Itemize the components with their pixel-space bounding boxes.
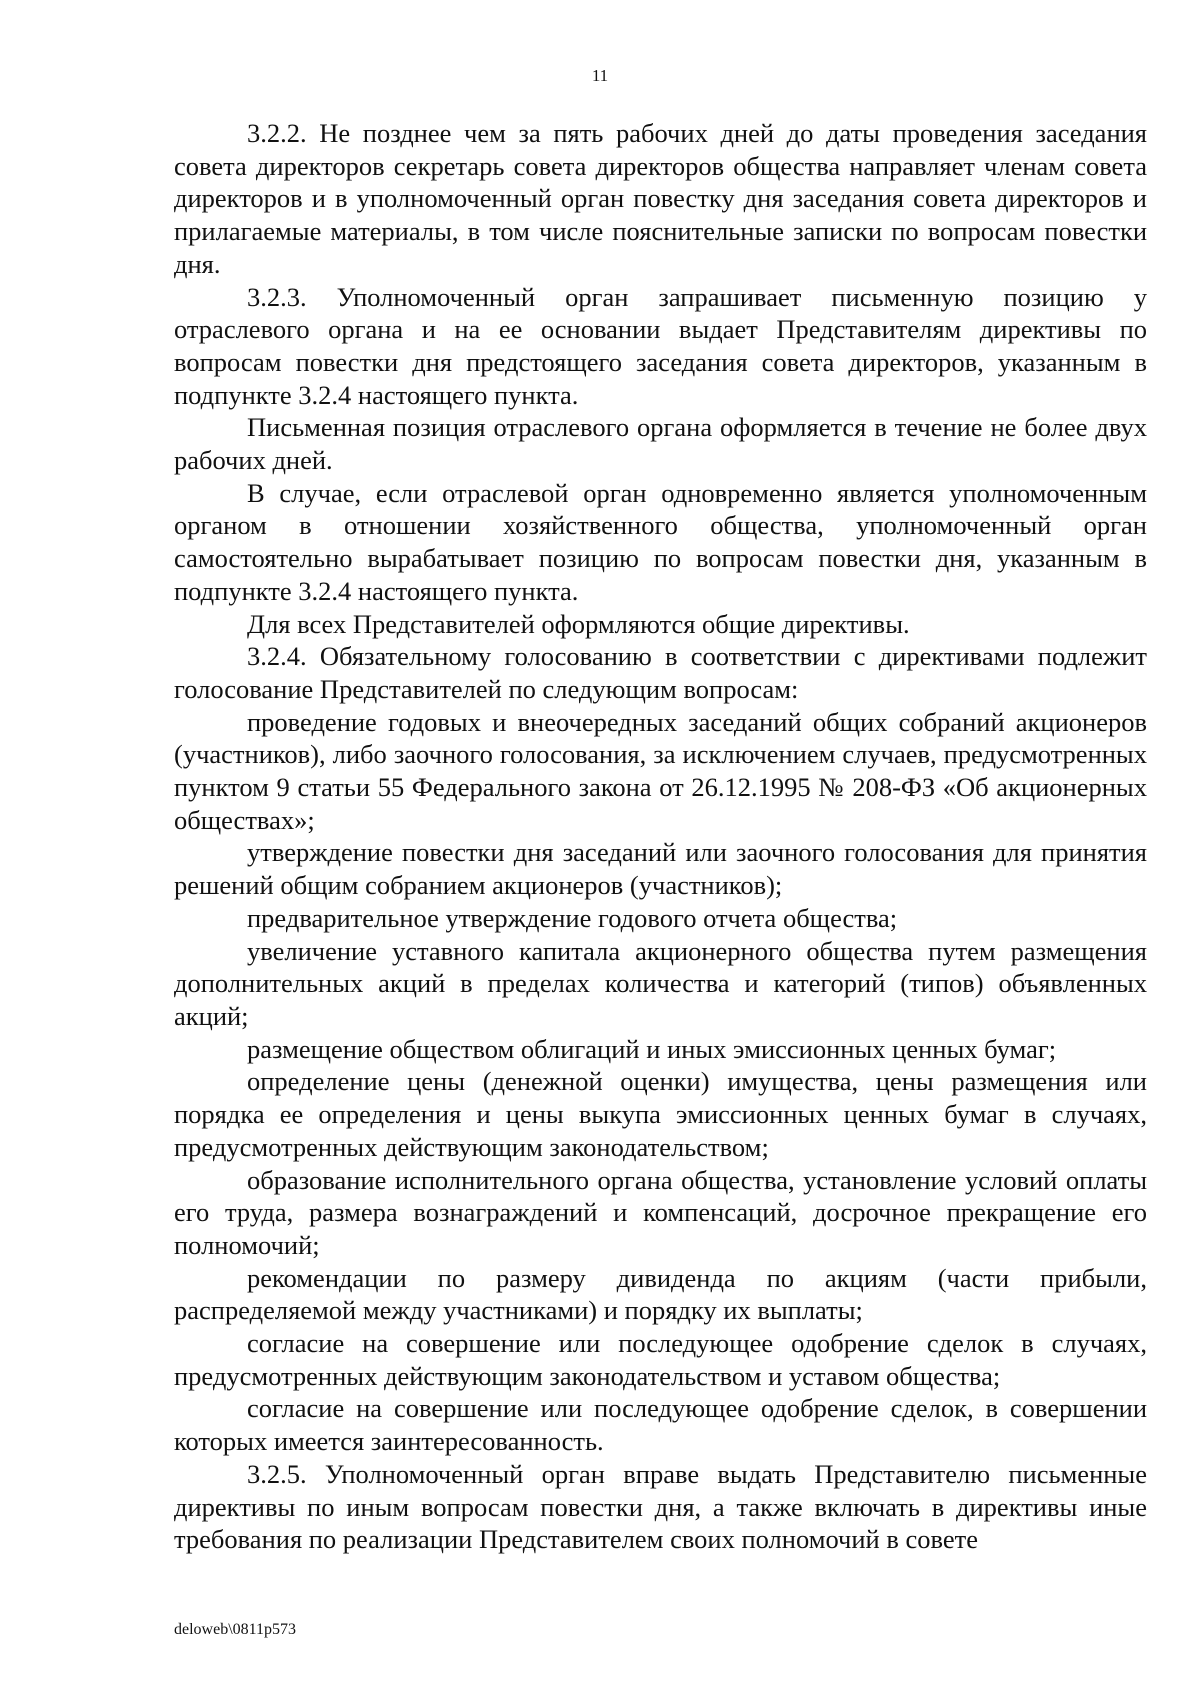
paragraph-written-position: Письменная позиция отраслевого органа оформляется в течение не более двух рабочих дней. xyxy=(174,412,1147,476)
list-item-dividends: рекомендации по размеру дивиденда по акциям (части прибыли, распределяемой между участниками) и порядку их выплаты; xyxy=(174,1262,1147,1326)
list-item-pricing: определение цены (денежной оценки) имущества, цены размещения или порядка ее определения и цены выкупа эмиссионных ценных бумаг в случаях, предусмотренных действующим законодательством; xyxy=(174,1066,1147,1162)
list-item-interested-transactions: согласие на совершение или последующее одобрение сделок, в совершении которых имеется заинтересованность. xyxy=(174,1393,1147,1457)
list-item-bonds: размещение обществом облигаций и иных эмиссионных ценных бумаг; xyxy=(247,1033,1057,1064)
list-item-executive-body: образование исполнительного органа общества, установление условий оплаты его труда, размера вознаграждений и компенсаций, досрочное прекращение его полномочий; xyxy=(174,1164,1147,1260)
paragraph-common-directives: Для всех Представителей оформляются общие директивы. xyxy=(247,608,910,639)
list-item-transactions: согласие на совершение или последующее одобрение сделок в случаях, предусмотренных действующим законодательством и уставом общества; xyxy=(174,1328,1147,1391)
paragraph-case: В случае, если отраслевой орган одновременно является уполномоченным органом в отношении хозяйственного общества, уполномоченный орган самостоятельно вырабатывает позицию по вопросам повестки дня, указанным в подпункте 3.2.4 настоящего пункта. xyxy=(174,477,1147,606)
document-footer-code: deloweb\0811p573 xyxy=(174,1621,297,1638)
document-body xyxy=(174,117,1147,1556)
list-item-annual-report: предварительное утверждение годового отчета общества; xyxy=(247,902,898,933)
paragraph-3-2-2: 3.2.2. Не позднее чем за пять рабочих дней до даты проведения заседания совета директоров секретарь совета директоров общества направляет членам совета директоров и в уполномоченный орган повестку дня заседания совета директоров и прилагаемые материалы, в том числе пояснительные записки по вопросам повестки дня. xyxy=(174,118,1147,279)
list-item-capital-increase: увеличение уставного капитала акционерного общества путем размещения дополнительных акций в пределах количества и категорий (типов) объявленных акций; xyxy=(174,935,1147,1031)
page-number: 11 xyxy=(591,66,609,85)
list-item-meetings: проведение годовых и внеочередных заседаний общих собраний акционеров (участников), либо заочного голосования, за исключением случаев, предусмотренных пунктом 9 статьи 55 Федерального закона от 26.12.1995 № 208-ФЗ «Об акционерных обществах»; xyxy=(174,706,1147,835)
list-item-agenda-approval: утверждение повестки дня заседаний или заочного голосования для принятия решений общим собранием акционеров (участников); xyxy=(174,837,1147,901)
paragraph-3-2-5: 3.2.5. Уполномоченный орган вправе выдать Представителю письменные директивы по иным вопросам повестки дня, а также включать в директивы иные требования по реализации Представителем своих полномочий в совете xyxy=(174,1458,1147,1555)
paragraph-3-2-4: 3.2.4. Обязательному голосованию в соответствии с директивами подлежит голосование Представителей по следующим вопросам: xyxy=(174,641,1147,704)
paragraph-3-2-3: 3.2.3. Уполномоченный орган запрашивает письменную позицию у отраслевого органа и на ее основании выдает Представителям директивы по вопросам повестки дня предстоящего заседания совета директоров, указанным в подпункте 3.2.4 настоящего пункта. xyxy=(174,281,1147,410)
